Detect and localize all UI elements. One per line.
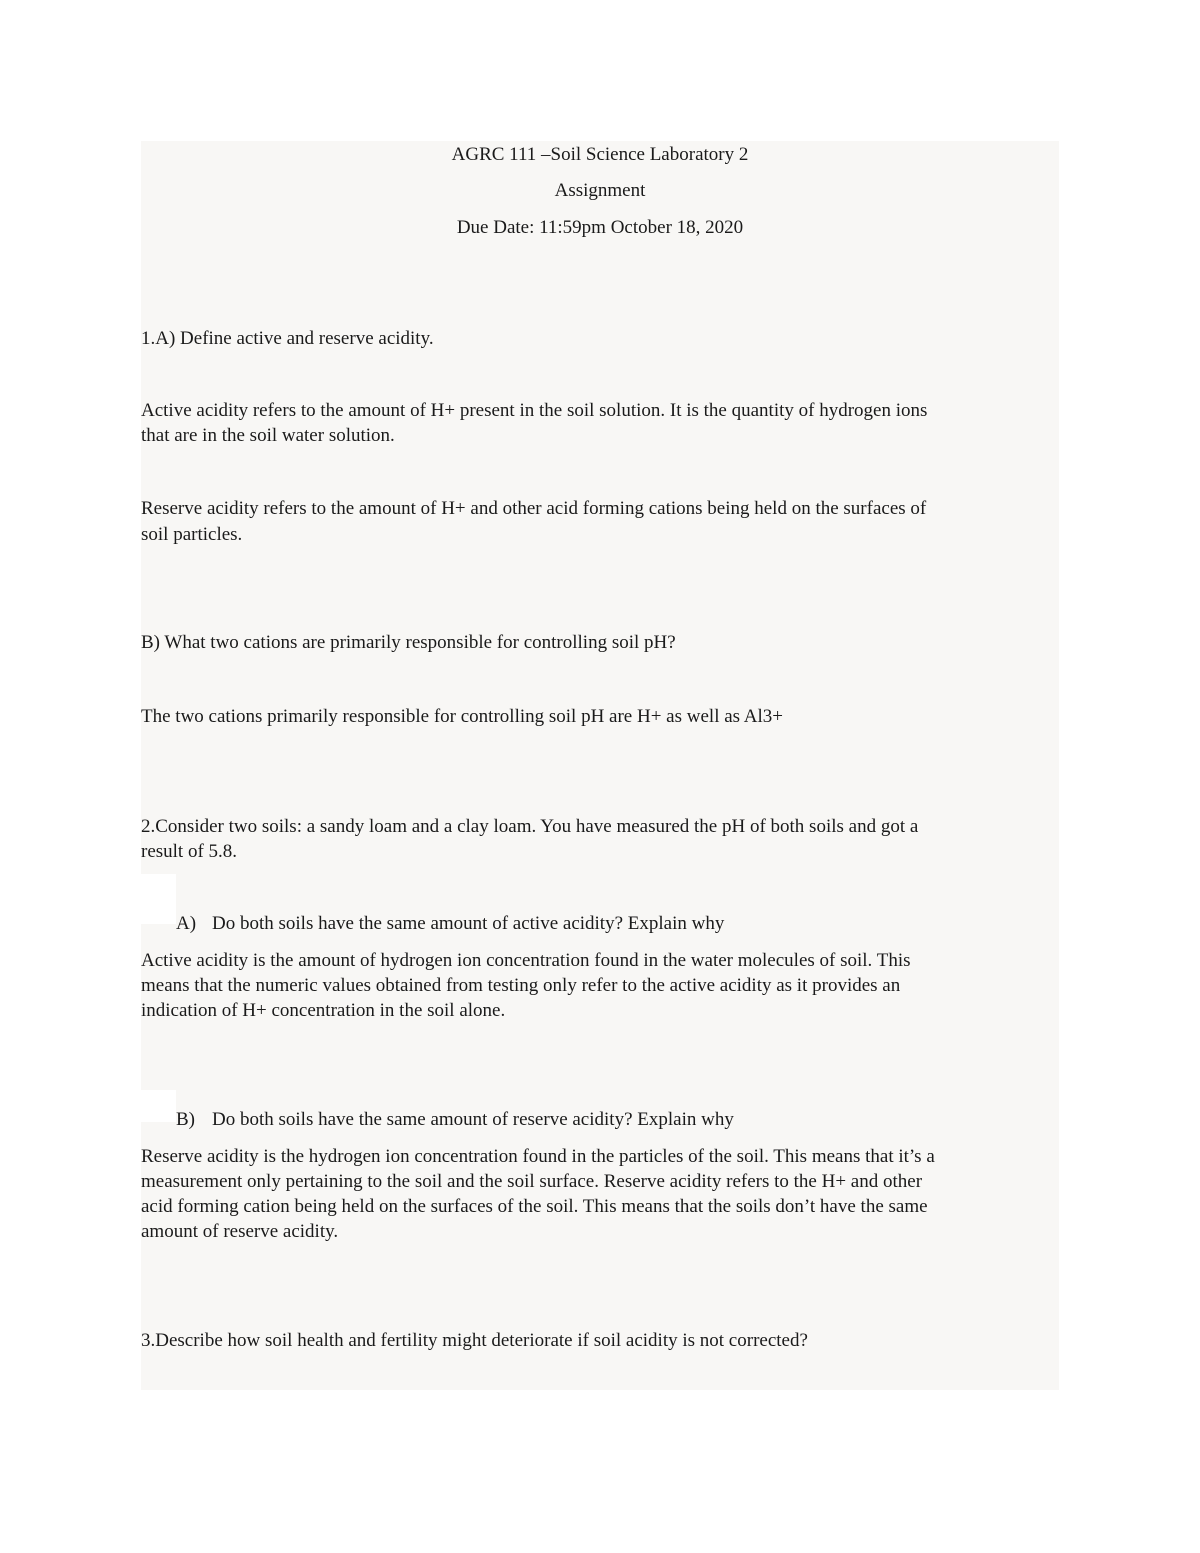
answer-1a-reserve-line: soil particles. <box>141 524 243 545</box>
answer-2a-line: indication of H+ concentration in the soil alone. <box>141 1000 506 1021</box>
document-subtitle: Assignment <box>554 180 646 201</box>
question-2a-text: Do both soils have the same amount of active acidity? Explain why <box>212 913 725 934</box>
question-2a <box>176 911 724 936</box>
answer-2b-line: Reserve acidity is the hydrogen ion concentration found in the particles of the soil. This means that it’s a <box>141 1146 935 1167</box>
document-title: AGRC 111 –Soil Science Laboratory 2 <box>451 144 749 165</box>
question-2b <box>176 1107 734 1132</box>
answer-2a-line: means that the numeric values obtained from testing only refer to the active acidity as it provides an <box>141 975 901 996</box>
question-2-prompt-line: result of 5.8. <box>141 841 238 862</box>
answer-2b-line: amount of reserve acidity. <box>141 1221 339 1242</box>
answer-2b-line: measurement only pertaining to the soil and the soil surface. Reserve acidity refers to the H+ and other <box>141 1171 923 1192</box>
question-2b-text: Do both soils have the same amount of reserve acidity? Explain why <box>212 1109 734 1130</box>
answer-2a-line: Active acidity is the amount of hydrogen ion concentration found in the water molecules of soil. This <box>141 950 911 971</box>
answer-1a-reserve-line: Reserve acidity refers to the amount of H+ and other acid forming cations being held on the surfaces of <box>141 498 927 519</box>
answer-1a-active-line: that are in the soil water solution. <box>141 425 395 446</box>
question-2b-marker: B) <box>176 1109 195 1130</box>
indent-margin-gap <box>141 1090 176 1122</box>
question-1a: 1.A) Define active and reserve acidity. <box>141 328 434 349</box>
answer-2b-line: acid forming cation being held on the surfaces of the soil. This means that the soils don’t have the same <box>141 1196 928 1217</box>
answer-1a-active-line: Active acidity refers to the amount of H+ present in the soil solution. It is the quantity of hydrogen ions <box>141 400 928 421</box>
question-2-prompt-line: 2.Consider two soils: a sandy loam and a clay loam. You have measured the pH of both soils and got a <box>141 816 919 837</box>
question-2a-marker: A) <box>176 913 197 934</box>
question-1b: B) What two cations are primarily responsible for controlling soil pH? <box>141 632 676 653</box>
due-date: Due Date: 11:59pm October 18, 2020 <box>456 217 744 238</box>
answer-1b: The two cations primarily responsible for controlling soil pH are H+ as well as Al3+ <box>141 706 783 727</box>
indent-margin-gap <box>141 874 176 924</box>
question-3: 3.Describe how soil health and fertility might deteriorate if soil acidity is not corrected? <box>141 1330 808 1351</box>
